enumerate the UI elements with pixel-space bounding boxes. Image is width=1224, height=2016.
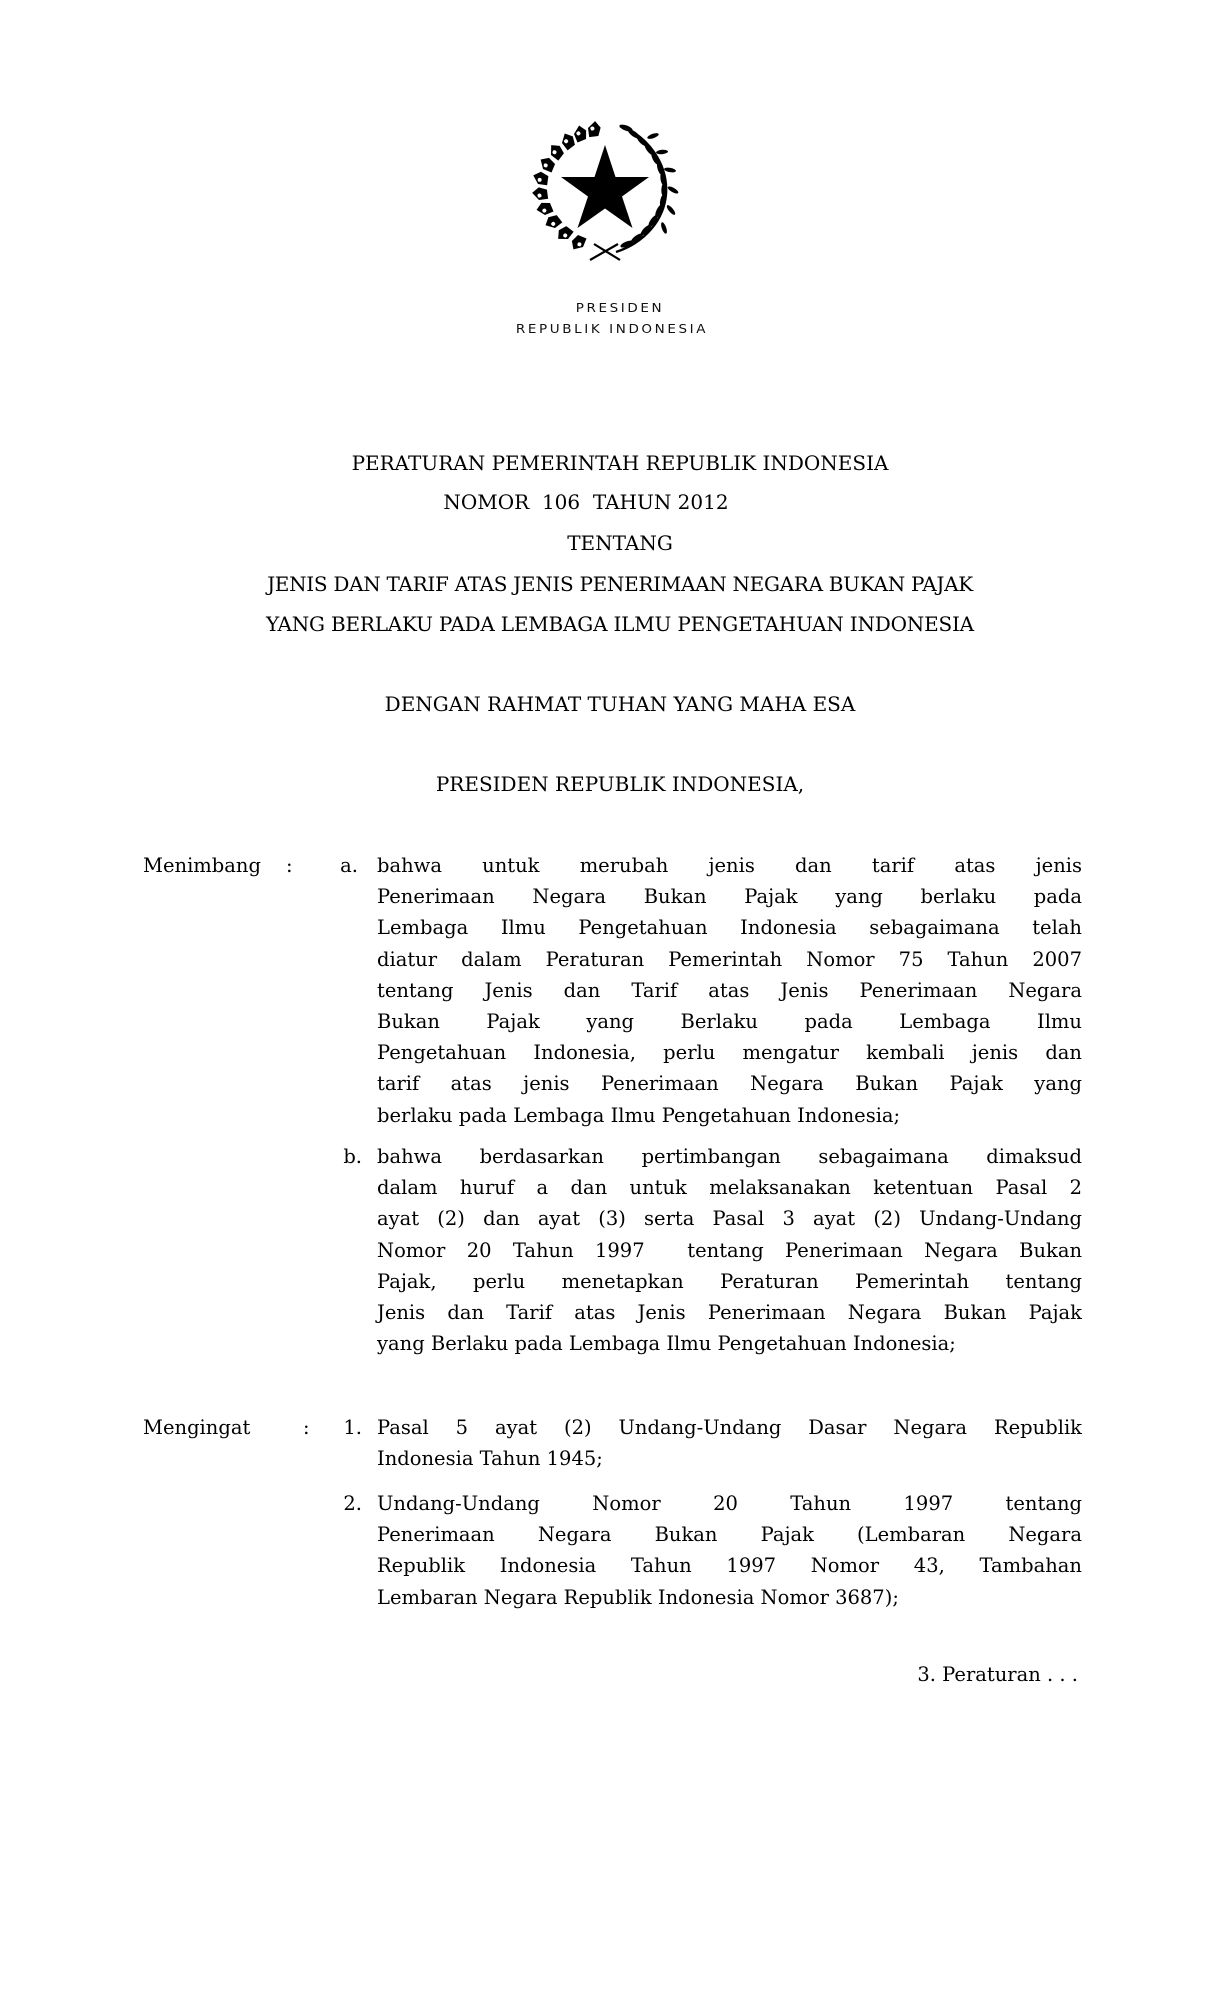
text-line: diatur dalam Peraturan Pemerintah Nomor 75 Tahun 2007: [377, 947, 1082, 971]
presidential-seal-icon: [528, 114, 682, 262]
invocation: DENGAN RAHMAT TUHAN YANG MAHA ESA: [384, 692, 856, 716]
text-line: bahwa untuk merubah jenis dan tarif atas jenis: [377, 854, 1082, 877]
text-line: Penerimaan Negara Bukan Pajak (Lembaran Negara: [377, 1523, 1082, 1547]
regulation-title: PERATURAN PEMERINTAH REPUBLIK INDONESIA: [351, 451, 889, 475]
item-marker-b: b.: [343, 1145, 362, 1168]
regulation-tentang: TENTANG: [567, 531, 673, 555]
text-line: tentang Jenis dan Tarif atas Jenis Penerimaan Negara: [377, 978, 1082, 1002]
text-line: tarif atas jenis Penerimaan Negara Bukan Pajak yang: [377, 1072, 1082, 1096]
text-line: ayat (2) dan ayat (3) serta Pasal 3 ayat (2) Undang-Undang: [377, 1207, 1082, 1231]
page-continuation: 3. Peraturan . . .: [917, 1663, 1078, 1686]
text-line: dalam huruf a dan untuk melaksanakan ketentuan Pasal 2: [377, 1176, 1082, 1200]
text-line: Lembaran Negara Republik Indonesia Nomor 3687);: [377, 1585, 899, 1609]
text-line: bahwa berdasarkan pertimbangan sebagaimana dimaksud: [377, 1145, 1082, 1168]
text-line: Jenis dan Tarif atas Jenis Penerimaan Negara Bukan Pajak: [377, 1301, 1082, 1325]
text-line: berlaku pada Lembaga Ilmu Pengetahuan Indonesia;: [377, 1103, 901, 1127]
mengingat-item-1: [377, 1412, 1082, 1474]
letterhead-presiden: PRESIDEN: [575, 300, 665, 316]
letterhead-republik-indonesia: REPUBLIK INDONESIA: [515, 321, 709, 337]
item-marker-1: 1.: [343, 1416, 362, 1439]
text-line: Indonesia Tahun 1945;: [377, 1447, 603, 1471]
item-marker-a: a.: [340, 854, 358, 877]
authority-line: PRESIDEN REPUBLIK INDONESIA,: [435, 772, 805, 796]
text-line: Lembaga Ilmu Pengetahuan Indonesia sebagaimana telah: [377, 916, 1082, 940]
text-line: Republik Indonesia Tahun 1997 Nomor 43, Tambahan: [377, 1554, 1082, 1578]
mengingat-colon: :: [303, 1416, 310, 1439]
text-line: Pengetahuan Indonesia, perlu mengatur kembali jenis dan: [377, 1041, 1082, 1065]
menimbang-label: Menimbang: [143, 854, 261, 877]
text-line: Undang-Undang Nomor 20 Tahun 1997 tentang: [377, 1492, 1082, 1515]
regulation-subject-line2: YANG BERLAKU PADA LEMBAGA ILMU PENGETAHUAN INDONESIA: [266, 612, 974, 636]
star-icon: [561, 145, 649, 228]
text-line: Bukan Pajak yang Berlaku pada Lembaga Ilmu: [377, 1010, 1082, 1034]
text-line: Pajak, perlu menetapkan Peraturan Pemerintah tentang: [377, 1269, 1082, 1293]
menimbang-item-a: [377, 850, 1082, 1131]
text-line: Pasal 5 ayat (2) Undang-Undang Dasar Negara Republik: [377, 1416, 1082, 1439]
text-line: Penerimaan Negara Bukan Pajak yang berlaku pada: [377, 885, 1082, 909]
mengingat-label: Mengingat: [143, 1416, 251, 1439]
mengingat-item-2: [377, 1488, 1082, 1613]
text-line: Nomor 20 Tahun 1997 tentang Penerimaan Negara Bukan: [377, 1238, 1082, 1262]
menimbang-colon: :: [286, 854, 293, 877]
item-marker-2: 2.: [343, 1492, 362, 1515]
text-line: yang Berlaku pada Lembaga Ilmu Pengetahuan Indonesia;: [377, 1332, 956, 1356]
menimbang-item-b: [377, 1141, 1082, 1359]
regulation-number: NOMOR 106 TAHUN 2012: [443, 490, 729, 514]
regulation-subject-line1: JENIS DAN TARIF ATAS JENIS PENERIMAAN NEGARA BUKAN PAJAK: [267, 572, 973, 596]
